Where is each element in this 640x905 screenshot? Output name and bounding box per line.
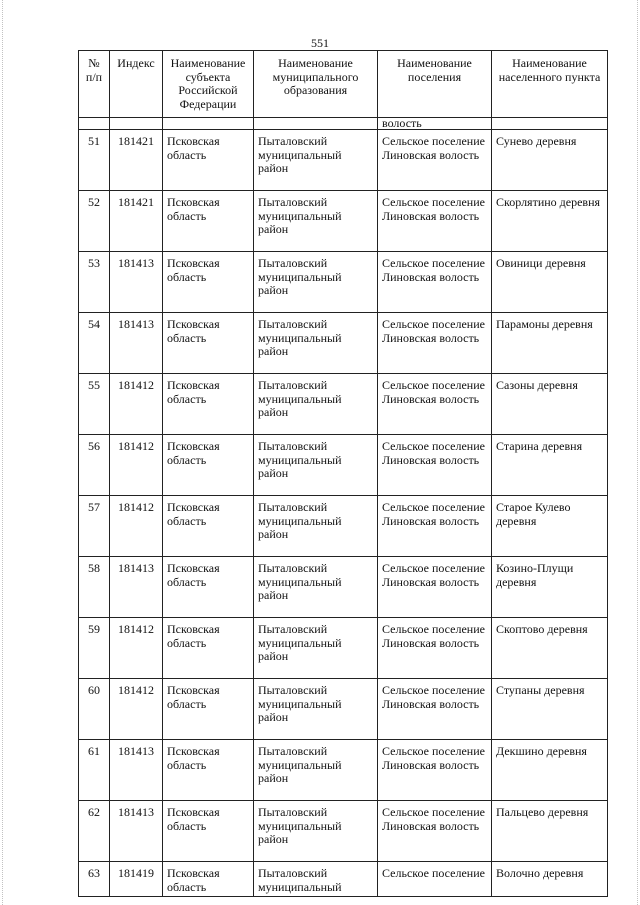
settlements-table (78, 50, 608, 897)
postal-index: 181413 (110, 557, 163, 618)
postal-index: 181412 (110, 679, 163, 740)
header-index: Индекс (110, 51, 163, 118)
row-number: 54 (79, 313, 110, 374)
postal-index: 181419 (110, 862, 163, 897)
postal-index: 181412 (110, 496, 163, 557)
locality-name: Старина деревня (492, 435, 608, 496)
municipality-name: Пыталовский муниципальный район (254, 191, 378, 252)
locality-name: Старое Кулево деревня (492, 496, 608, 557)
locality-name: Козино-Плущи деревня (492, 557, 608, 618)
subject-name: Псковская область (163, 801, 254, 862)
locality-name: Скорлятино деревня (492, 191, 608, 252)
locality-name: Скоптово деревня (492, 618, 608, 679)
subject-name: Псковская область (163, 313, 254, 374)
settlement-name: Сельское поселение Линовская волость (378, 252, 492, 313)
row-number: 63 (79, 862, 110, 897)
table-row (79, 801, 608, 862)
locality-name: Парамоны деревня (492, 313, 608, 374)
municipality-name: Пыталовский муниципальный район (254, 557, 378, 618)
subject-name: Псковская область (163, 435, 254, 496)
row-number: 59 (79, 618, 110, 679)
table-row (79, 496, 608, 557)
row-number: 58 (79, 557, 110, 618)
row-number: 52 (79, 191, 110, 252)
settlement-name: Сельское поселение Линовская волость (378, 191, 492, 252)
municipality-name: Пыталовский муниципальный район (254, 313, 378, 374)
row-number: 57 (79, 496, 110, 557)
settlement-name: Сельское поселение Линовская волость (378, 557, 492, 618)
subject-name: Псковская область (163, 496, 254, 557)
postal-index: 181421 (110, 191, 163, 252)
table-cell (110, 118, 163, 130)
table-row (79, 374, 608, 435)
header-number: № п/п (79, 51, 110, 118)
row-number: 53 (79, 252, 110, 313)
table-row (79, 740, 608, 801)
municipality-name: Пыталовский муниципальный район (254, 679, 378, 740)
row-number: 51 (79, 130, 110, 191)
locality-name: Пальцево деревня (492, 801, 608, 862)
table-header-row (79, 51, 608, 118)
locality-name: Сунево деревня (492, 130, 608, 191)
table-row-continuation (79, 118, 608, 130)
header-municipality: Наименование муниципального образования (254, 51, 378, 118)
municipality-name: Пыталовский муниципальный район (254, 252, 378, 313)
header-subject: Наименование субъекта Российской Федерации (163, 51, 254, 118)
table-row (79, 618, 608, 679)
table-row (79, 557, 608, 618)
settlement-name: Сельское поселение Линовская волость (378, 496, 492, 557)
header-locality: Наименование населенного пункта (492, 51, 608, 118)
settlement-name: Сельское поселение Линовская волость (378, 618, 492, 679)
subject-name: Псковская область (163, 374, 254, 435)
municipality-name: Пыталовский муниципальный район (254, 374, 378, 435)
postal-index: 181413 (110, 740, 163, 801)
postal-index: 181412 (110, 435, 163, 496)
postal-index: 181412 (110, 374, 163, 435)
subject-name: Псковская область (163, 191, 254, 252)
header-settlement: Наименование поселения (378, 51, 492, 118)
table-row (79, 435, 608, 496)
table-row (79, 252, 608, 313)
settlement-name: Сельское поселение Линовская волость (378, 679, 492, 740)
table-row (79, 679, 608, 740)
settlement-name: Сельское поселение Линовская волость (378, 313, 492, 374)
postal-index: 181421 (110, 130, 163, 191)
table-row (79, 130, 608, 191)
table-cell (254, 118, 378, 130)
table-row (79, 191, 608, 252)
subject-name: Псковская область (163, 557, 254, 618)
table-row (79, 313, 608, 374)
locality-name: Сазоны деревня (492, 374, 608, 435)
subject-name: Псковская область (163, 740, 254, 801)
scan-edge-right (634, 0, 638, 905)
locality-name: Овиници деревня (492, 252, 608, 313)
row-number: 62 (79, 801, 110, 862)
table-row (79, 862, 608, 897)
settlement-name: Сельское поселение (378, 862, 492, 897)
row-number: 60 (79, 679, 110, 740)
scan-edge-left (2, 0, 6, 905)
municipality-name: Пыталовский муниципальный (254, 862, 378, 897)
postal-index: 181413 (110, 801, 163, 862)
municipality-name: Пыталовский муниципальный район (254, 435, 378, 496)
table-cell: волость (378, 118, 492, 130)
row-number: 55 (79, 374, 110, 435)
settlement-name: Сельское поселение Линовская волость (378, 435, 492, 496)
municipality-name: Пыталовский муниципальный район (254, 496, 378, 557)
subject-name: Псковская область (163, 679, 254, 740)
page-number: 551 (311, 36, 329, 50)
locality-name: Волочно деревня (492, 862, 608, 897)
postal-index: 181413 (110, 313, 163, 374)
postal-index: 181412 (110, 618, 163, 679)
settlement-name: Сельское поселение Линовская волость (378, 740, 492, 801)
subject-name: Псковская область (163, 252, 254, 313)
subject-name: Псковская область (163, 618, 254, 679)
table-cell (163, 118, 254, 130)
municipality-name: Пыталовский муниципальный район (254, 740, 378, 801)
subject-name: Псковская область (163, 862, 254, 897)
municipality-name: Пыталовский муниципальный район (254, 618, 378, 679)
row-number: 61 (79, 740, 110, 801)
municipality-name: Пыталовский муниципальный район (254, 801, 378, 862)
locality-name: Ступаны деревня (492, 679, 608, 740)
table-cell (79, 118, 110, 130)
row-number: 56 (79, 435, 110, 496)
settlement-name: Сельское поселение Линовская волость (378, 130, 492, 191)
locality-name: Декшино деревня (492, 740, 608, 801)
settlement-name: Сельское поселение Линовская волость (378, 374, 492, 435)
subject-name: Псковская область (163, 130, 254, 191)
postal-index: 181413 (110, 252, 163, 313)
municipality-name: Пыталовский муниципальный район (254, 130, 378, 191)
settlement-name: Сельское поселение Линовская волость (378, 801, 492, 862)
table-cell (492, 118, 608, 130)
